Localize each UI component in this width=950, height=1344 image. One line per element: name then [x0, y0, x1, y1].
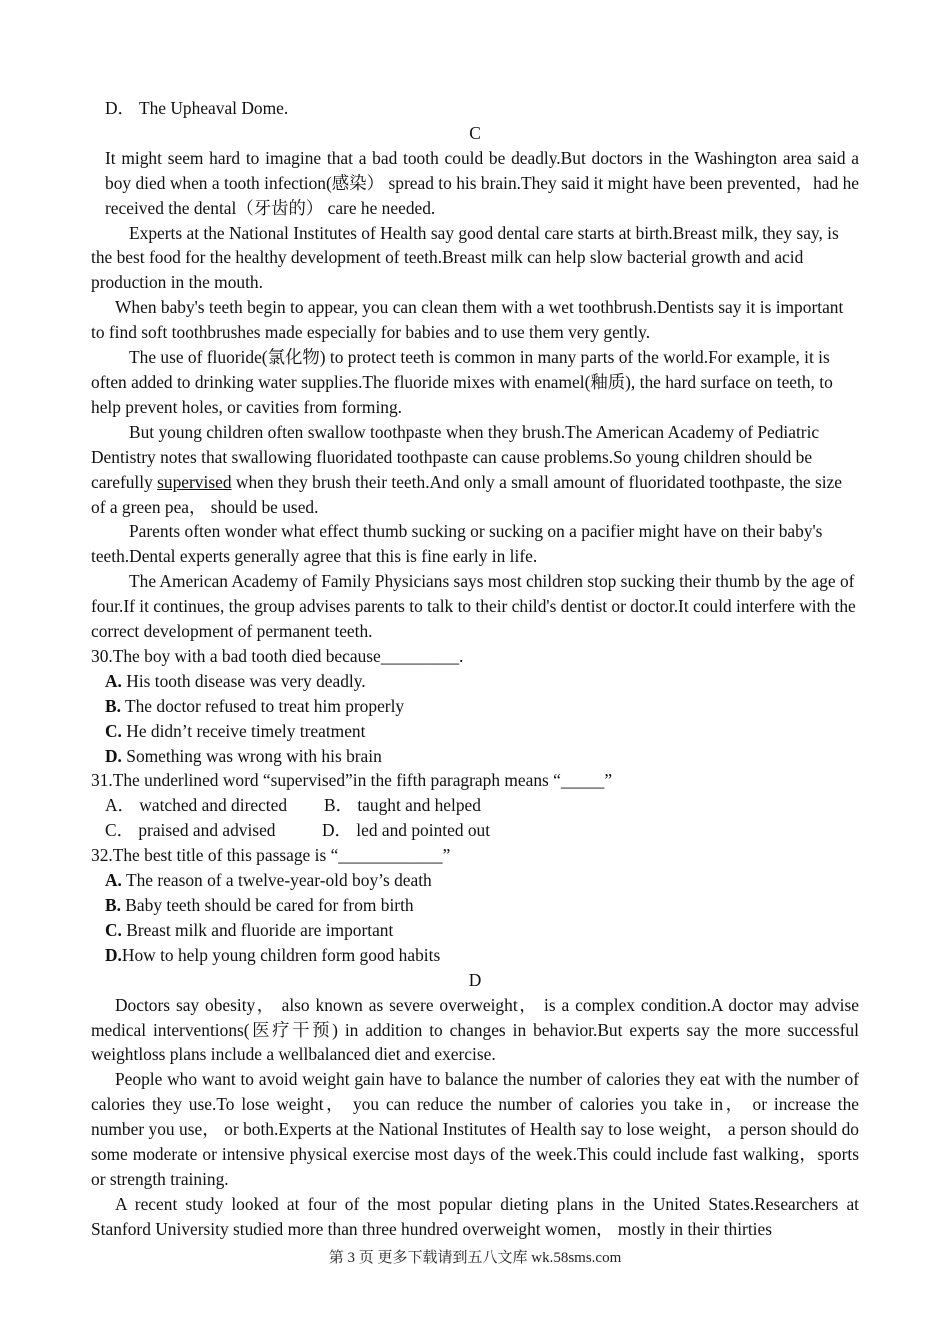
q29-option-d: D． The Upheaval Dome.	[105, 98, 289, 118]
section-c-paragraph-4: The use of fluoride(氯化物) to protect teeth is common in many parts of the world.For example, it is often added to drinking water supplies.The fluoride mixes with enamel(釉质), the hard surface on teeth, to help prevent holes, or cavities from forming.	[91, 347, 838, 417]
section-c-heading: C	[469, 122, 481, 143]
option-letter: C.	[105, 720, 122, 741]
section-c-paragraph-5	[91, 420, 859, 520]
option-letter: B.	[105, 895, 121, 915]
section-c-paragraph-7: The American Academy of Family Physicians says most children stop sucking their thumb by the age of four.If it continues, the group advises parents to talk to their child's dentist or doctor.It could interfere with the correct development of permanent teeth.	[91, 571, 861, 642]
section-c-paragraph-1: It might seem hard to imagine that a bad tooth could be deadly.But doctors in the Washington area said a boy died when a tooth infection(感染） spread to his brain.They said it might have been prevented，had he received the dental（牙齿的） care he needed.	[105, 147, 864, 218]
option-text: Baby teeth should be cared for from birth	[120, 895, 414, 915]
option-text: The doctor refused to treat him properly	[120, 695, 405, 716]
question-30-option-b	[91, 694, 859, 719]
question-32-option-d	[91, 943, 859, 968]
question-31-option-d: D． led and pointed out	[322, 820, 491, 841]
paragraph-5-text-before: But young children often swallow toothpaste when they brush.The American Academy of Pediatric Dentistry notes that swallowing fluoridated toothpaste can cause problems.So young children should be carefully	[91, 421, 824, 492]
paragraph-5-text-after: when they brush their teeth.And only a small amount of fluoridated toothpaste, the size of a green pea， should be used.	[91, 471, 847, 517]
section-d-paragraph-1: Doctors say obesity， also known as severe overweight， is a complex condition.A doctor may advise medical interventions(医疗干预) in addition to changes in behavior.But experts say the more successful weightloss plans include a wellbalanced diet and exercise.	[91, 994, 864, 1065]
question-32-stem: 32.The best title of this passage is “____________”	[91, 845, 451, 866]
option-letter: D.	[105, 944, 122, 965]
option-letter: A.	[105, 670, 122, 691]
section-d-paragraph-2: People who want to avoid weight gain have to balance the number of calories they eat with the number of calories they use.To lose weight， you can reduce the number of calories you take in， or increase the number you use， or both.Experts at the National Institutes of Health say to lose weight， a person should do some moderate or intensive physical exercise most days of the week.This could include fast walking，sports or strength training.	[91, 1069, 864, 1189]
question-30-option-d	[91, 744, 859, 769]
question-30-option-c	[91, 719, 859, 744]
question-31-stem: 31.The underlined word “supervised”in the fifth paragraph means “_____”	[91, 770, 613, 791]
question-30-option-a	[91, 669, 859, 694]
question-31-options-row-2	[91, 818, 859, 843]
question-31-option-c: C． praised and advised	[105, 820, 276, 841]
section-d-paragraph-3: A recent study looked at four of the most popular dieting plans in the United States.Researchers at Stanford University studied more than three hundred overweight women， mostly in their thirties	[91, 1193, 864, 1239]
question-32-option-a	[91, 868, 859, 893]
option-text: His tooth disease was very deadly.	[121, 670, 366, 691]
option-text: How to help young children form good habits	[121, 944, 441, 965]
question-31-option-a: A． watched and directed	[105, 795, 288, 816]
option-text: He didn’t receive timely treatment	[121, 720, 366, 741]
option-text: Something was wrong with his brain	[121, 745, 382, 766]
question-31-options-row-1	[91, 793, 859, 818]
option-text: Breast milk and fluoride are important	[121, 919, 394, 940]
section-c-paragraph-3: When baby's teeth begin to appear, you can clean them with a wet toothbrush.Dentists say it is important to find soft toothbrushes made especially for babies and to use them very gently.	[91, 297, 848, 343]
section-c-paragraph-6: Parents often wonder what effect thumb sucking or sucking on a pacifier might have on their baby's teeth.Dental experts generally agree that this is fine early in life.	[91, 521, 827, 567]
option-letter: C.	[105, 919, 122, 940]
page-footer: 第 3 页 更多下载请到五八文库 wk.58sms.com	[328, 1250, 622, 1266]
underlined-word-supervised: supervised	[157, 471, 232, 492]
section-d-heading: D	[468, 969, 482, 990]
option-letter: D.	[105, 745, 122, 766]
page-content	[91, 96, 864, 1242]
question-32-option-c	[91, 918, 859, 943]
question-32-option-b	[91, 893, 859, 918]
option-letter: A.	[105, 870, 122, 891]
section-c-paragraph-2: Experts at the National Institutes of Health say good dental care starts at birth.Breast milk, they say, is the best food for the healthy development of teeth.Breast milk can help slow bacterial growth and acid production in the mouth.	[91, 222, 844, 293]
question-31-option-b: B． taught and helped	[324, 795, 481, 816]
question-30-stem: 30.The boy with a bad tooth died because_________.	[91, 645, 464, 666]
option-letter: B.	[105, 695, 121, 716]
option-text: The reason of a twelve-year-old boy’s death	[121, 870, 432, 891]
